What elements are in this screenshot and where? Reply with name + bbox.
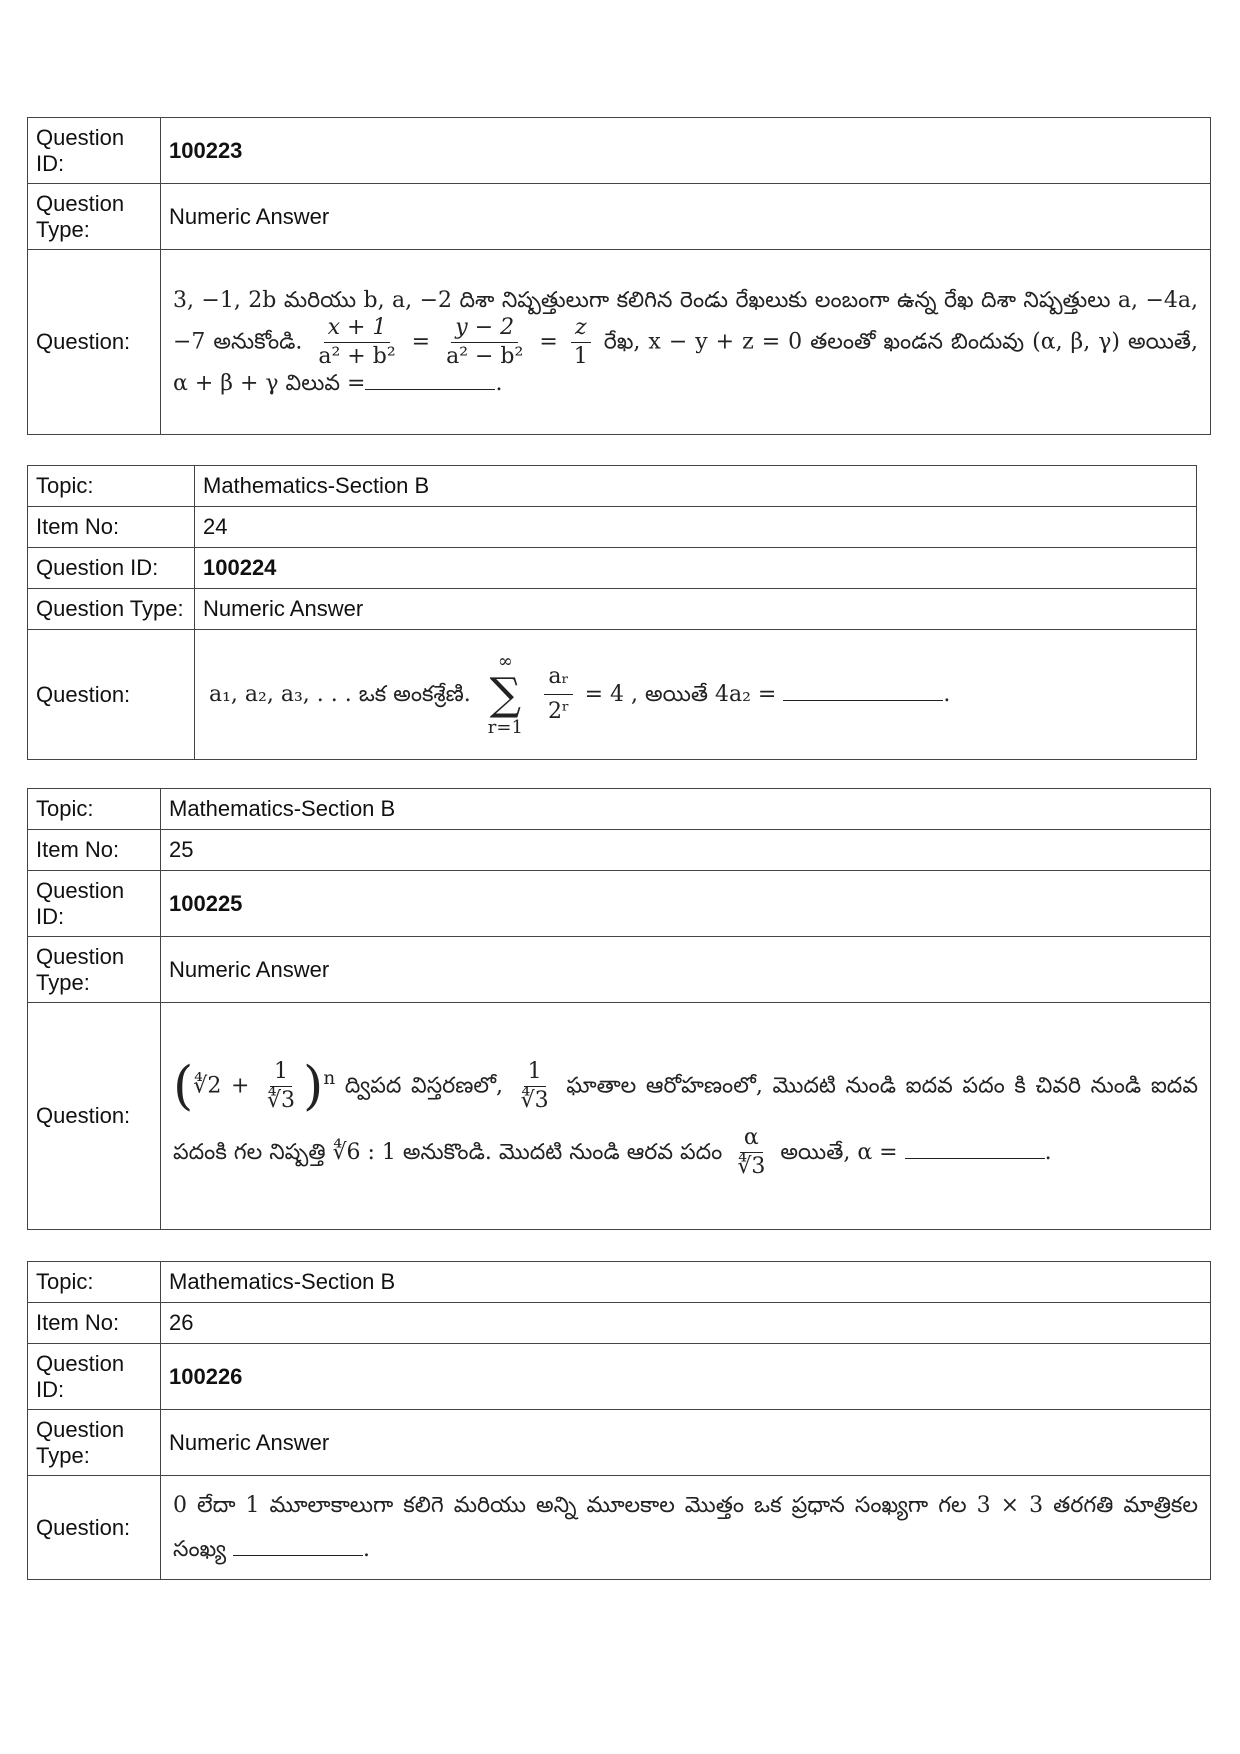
question-type-row — [28, 184, 1211, 250]
question-id-label: Question ID: — [28, 548, 195, 589]
topic-row — [28, 1262, 1211, 1303]
summation-upper: ∞ — [497, 650, 513, 672]
question-id-label: Question ID: — [28, 871, 161, 937]
summation-lower: r=1 — [487, 716, 523, 738]
question-type-value: Numeric Answer — [195, 589, 1197, 630]
question-id-value: 100224 — [195, 548, 1197, 589]
question-type-label: Question Type: — [28, 184, 161, 250]
question-text-end: . — [363, 1536, 371, 1562]
question-id-row — [28, 118, 1211, 184]
question-type-row — [28, 1410, 1211, 1476]
fraction-alpha-denominator: ∜3 — [737, 1154, 766, 1180]
question-text-end: . — [495, 370, 503, 396]
topic-value: Mathematics-Section B — [195, 466, 1197, 507]
item-no-row — [28, 507, 1197, 548]
question-id-row — [28, 548, 1197, 589]
question-text-part1: 3, −1, 2b మరియు b, a, −2 దిశా నిష్పత్తులుగా కలిగిన రెండు రేఖలుకు లంబంగా ఉన్న రేఖ దిశా నిష్పత్తులు a, −4a, −7 అనుకోండి. — [173, 287, 1198, 354]
question-text-part2: = 4 , అయితే 4a₂ = — [584, 681, 777, 707]
question-id-row — [28, 1344, 1211, 1410]
question-type-row — [28, 589, 1197, 630]
item-no-label: Item No: — [28, 1303, 161, 1344]
topic-row — [28, 466, 1197, 507]
question-row — [28, 630, 1197, 760]
exponent-n: n — [323, 1068, 336, 1090]
question-text-part3: అయితే, α = — [780, 1139, 898, 1165]
item-no-value: 24 — [195, 507, 1197, 548]
question-id-value: 100223 — [161, 118, 1211, 184]
fraction-y — [442, 314, 527, 371]
summation — [488, 651, 523, 739]
question-row — [28, 1476, 1211, 1580]
item-no-label: Item No: — [28, 830, 161, 871]
question-type-row — [28, 937, 1211, 1003]
question-text-part1: 0 లేదా 1 మూలాకాలుగా కలిగె మరియు అన్ని మూలకాల మొత్తం ఒక ప్రధాన సంఖ్యగా గల 3 × 3 తరగతి మాత్రికల సంఖ్య — [173, 1492, 1198, 1562]
question-body — [161, 250, 1211, 435]
fraction-ar-numerator: aᵣ — [544, 660, 573, 695]
question-label: Question: — [28, 1476, 161, 1580]
question-text-part2: ఘాతాల ఆరోహణంలో, మొదటి నుండి ఐదవ పదం కి చివరి నుండి ఐదవ పదంకి గల నిష్పత్తి ∜6 : 1 అనుకొండి. మొదటి నుండి ఆరవ పదం — [173, 1073, 1198, 1165]
open-paren: ( — [173, 1056, 194, 1117]
item-no-value: 26 — [161, 1303, 1211, 1344]
question-table-100225 — [27, 788, 1211, 1230]
equals-sign-2: = — [539, 329, 558, 354]
fraction-inner-denominator: ∜3 — [267, 1088, 296, 1114]
item-no-row — [28, 830, 1211, 871]
question-body — [161, 1003, 1211, 1230]
topic-label: Topic: — [28, 1262, 161, 1303]
question-type-label: Question Type: — [28, 589, 195, 630]
fraction-x-numerator: x + 1 — [324, 314, 391, 343]
fraction-alpha-numerator: α — [740, 1124, 763, 1153]
fraction-inner-numerator: 1 — [270, 1058, 292, 1087]
question-text-end: . — [943, 681, 951, 707]
fraction-inner — [263, 1058, 299, 1115]
fraction-z — [570, 314, 592, 371]
fraction-power-denominator: ∜3 — [520, 1088, 549, 1114]
equals-sign: = — [411, 329, 431, 354]
question-text-part2: రేఖ, x − y + z = 0 తలంతో ఖండన బిందువు (α, β, γ) అయితే, α + β + γ విలువ = — [173, 329, 1198, 396]
topic-label: Topic: — [28, 789, 161, 830]
fraction-y-denominator: a² − b² — [446, 343, 524, 369]
answer-blank — [365, 389, 495, 390]
question-id-value: 100225 — [161, 871, 1211, 937]
question-type-value: Numeric Answer — [161, 1410, 1211, 1476]
question-id-label: Question ID: — [28, 118, 161, 184]
item-no-value: 25 — [161, 830, 1211, 871]
topic-row — [28, 789, 1211, 830]
question-body — [195, 630, 1197, 760]
question-text-part1: a₁, a₂, a₃, . . . ఒక అంకశ్రేణి. — [209, 681, 471, 707]
question-table-100226 — [27, 1261, 1211, 1580]
fraction-z-numerator: z — [571, 314, 591, 343]
question-label: Question: — [28, 1003, 161, 1230]
fraction-x-denominator: a² + b² — [318, 343, 396, 369]
topic-label: Topic: — [28, 466, 195, 507]
question-row — [28, 250, 1211, 435]
answer-blank — [783, 700, 943, 701]
question-text-part1: ద్విపద విస్తరణలో, — [344, 1073, 503, 1099]
fraction-y-numerator: y − 2 — [451, 314, 518, 343]
question-type-value: Numeric Answer — [161, 937, 1211, 1003]
question-row — [28, 1003, 1211, 1230]
question-table-100223 — [27, 117, 1211, 435]
summation-sigma: ∑ — [489, 668, 522, 720]
question-type-value: Numeric Answer — [161, 184, 1211, 250]
fraction-alpha — [733, 1124, 769, 1181]
question-table-100224 — [27, 465, 1197, 760]
fraction-power — [517, 1058, 553, 1115]
question-type-label: Question Type: — [28, 937, 161, 1003]
fraction-z-denominator: 1 — [573, 343, 588, 369]
fraction-ar — [544, 660, 574, 729]
item-no-row — [28, 1303, 1211, 1344]
question-type-label: Question Type: — [28, 1410, 161, 1476]
fraction-x — [314, 314, 399, 371]
answer-blank — [233, 1555, 363, 1556]
topic-value: Mathematics-Section B — [161, 1262, 1211, 1303]
fraction-ar-denominator: 2ʳ — [547, 699, 570, 724]
item-no-label: Item No: — [28, 507, 195, 548]
root-term: ∜2 + — [193, 1073, 250, 1099]
question-text-end: . — [1044, 1139, 1052, 1165]
question-id-value: 100226 — [161, 1344, 1211, 1410]
question-id-row — [28, 871, 1211, 937]
question-label: Question: — [28, 630, 195, 760]
question-label: Question: — [28, 250, 161, 435]
question-body — [161, 1476, 1211, 1580]
question-id-label: Question ID: — [28, 1344, 161, 1410]
fraction-power-numerator: 1 — [524, 1058, 546, 1087]
answer-blank — [905, 1158, 1045, 1159]
close-paren: ) — [303, 1056, 324, 1117]
topic-value: Mathematics-Section B — [161, 789, 1211, 830]
